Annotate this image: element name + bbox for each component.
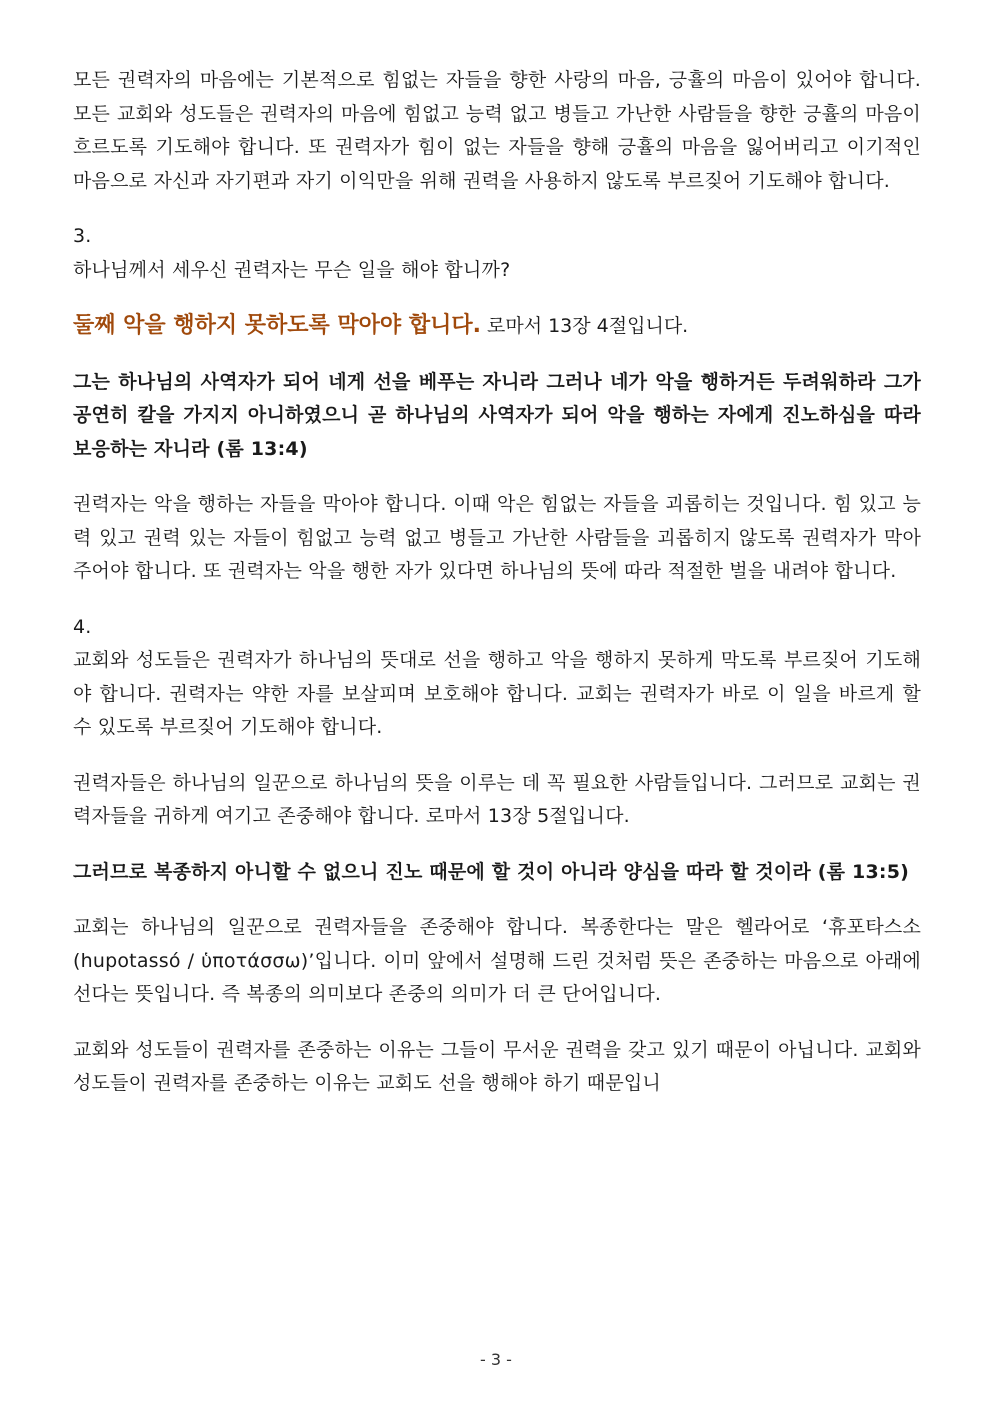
spacer [73, 745, 921, 767]
page-number: - 3 - [480, 1350, 512, 1369]
paragraph-compassion: 모든 권력자의 마음에는 기본적으로 힘없는 자들을 향한 사랑의 마음, 긍휼의 마음이 있어야 합니다. 모든 교회와 성도들은 권력자의 마음에 힘없고 능력 없고 병들고 가난한 사람들을 향한 긍휼의 마음이 흐르도록 기도해야 합니다. 또 권력자가 힘이 없는 자들을 향해 긍휼의 마음을 잃어버리고 이기적인 마음으로 자신과 자기편과 자기 이익만을 위해 권력을 사용하지 않도록 부르짖어 기도해야 합니다. [73, 69, 921, 192]
paragraph-respect: 권력자들은 하나님의 일꾼으로 하나님의 뜻을 이루는 데 꼭 필요한 사람들입니다. 그러므로 교회는 권력자들을 귀하게 여기고 존중해야 합니다. 로마서 13장 5절입니다. [73, 771, 921, 827]
spacer [73, 287, 921, 309]
scripture-quote-romans-13-5: 그러므로 복종하지 아니할 수 없으니 진노 때문에 할 것이 아니라 양심을 따라 할 것이라 (롬 13:5) [73, 860, 909, 883]
question-line: 하나님께서 세우신 권력자는 무슨 일을 해야 합니까? [73, 258, 511, 281]
spacer [73, 198, 921, 220]
heading-reference: 로마서 13장 4절입니다. [480, 315, 689, 337]
spacer [73, 889, 921, 911]
section-heading [73, 309, 921, 344]
spacer [73, 589, 921, 611]
section-number-4: 4. [73, 615, 92, 638]
paragraph-restrain-evil: 권력자는 악을 행하는 자들을 막아야 합니다. 이때 악은 힘없는 자들을 괴롭히는 것입니다. 힘 있고 능력 있고 권력 있는 자들이 힘없고 능력 없고 병들고 가난한 사람들을 괴롭히지 않도록 권력자가 막아주어야 합니다. 또 권력자는 악을 행한 자가 있다면 하나님의 뜻에 따라 적절한 벌을 내려야 합니다. [73, 493, 921, 582]
scripture-quote-romans-13-4: 그는 하나님의 사역자가 되어 네게 선을 베푸는 자니라 그러나 네가 악을 행하거든 두려워하라 그가 공연히 칼을 가지지 아니하였으니 곧 하나님의 사역자가 되어 악을 행하는 자에게 진노하심을 따라 보응하는 자니라 (롬 13:4) [73, 370, 921, 460]
document-page [73, 64, 921, 1101]
spacer [73, 344, 921, 366]
paragraph-reason-respect: 교회와 성도들이 권력자를 존중하는 이유는 그들이 무서운 권력을 갖고 있기 때문이 아닙니다. 교회와 성도들이 권력자를 존중하는 이유는 교회도 선을 행해야 하기 때문입니 [73, 1038, 921, 1094]
section-number-3: 3. [73, 225, 92, 247]
paragraph-hupotasso: 교회는 하나님의 일꾼으로 권력자들을 존중해야 합니다. 복종한다는 말은 헬라어로 ‘휴포타스소(hupotassó / ὑποτάσσω)’입니다. 이미 앞에서 설명해 드린 것처럼 뜻은 존중하는 마음으로 아래에 선다는 뜻입니다. 즉 복종의 의미보다 존중의 의미가 더 큰 단어입니다. [73, 916, 921, 1005]
spacer [73, 834, 921, 856]
heading-accent-text: 둘째 악을 행하지 못하도록 막아야 합니다. [73, 313, 481, 338]
paragraph-prayer: 교회와 성도들은 권력자가 하나님의 뜻대로 선을 행하고 악을 행하지 못하게 막도록 부르짖어 기도해야 합니다. 권력자는 약한 자를 보살피며 보호해야 합니다. 교회는 권력자가 바로 이 일을 바르게 할 수 있도록 부르짖어 기도해야 합니다. [73, 649, 921, 738]
spacer [73, 1012, 921, 1034]
spacer [73, 466, 921, 488]
